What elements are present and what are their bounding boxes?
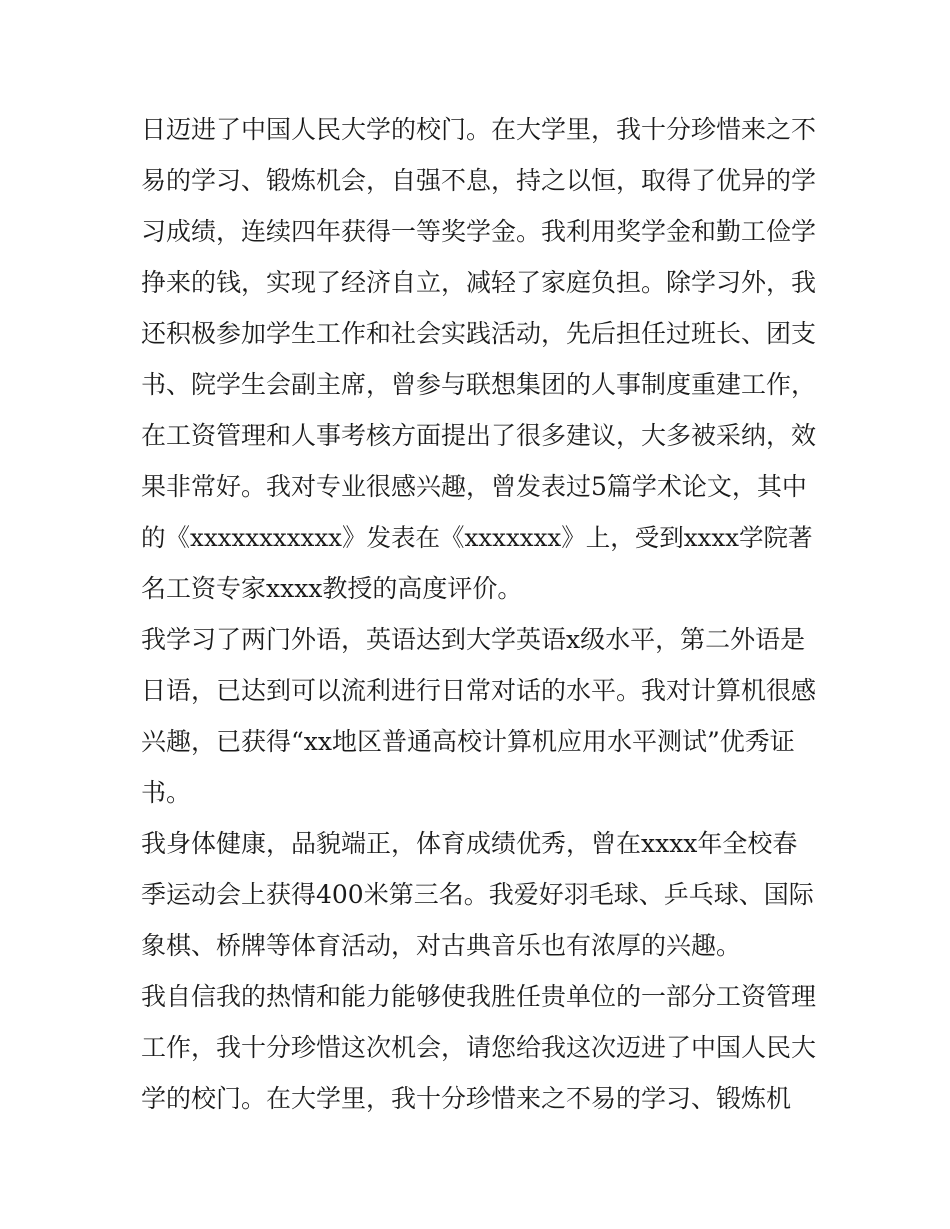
text-line: 我身体健康，品貌端正，体育成绩优秀，曾在xxxx年全校春 (141, 829, 798, 858)
text-line: 工作，我十分珍惜这次机会，请您给我这次迈进了中国人民大 (141, 1033, 817, 1062)
document-body (141, 104, 821, 1124)
text-line: 我学习了两门外语，英语达到大学英语x级水平，第二外语是 (141, 625, 806, 654)
text-line: 兴趣，已获得“xx地区普通高校计算机应用水平测试”优秀证 (141, 727, 795, 756)
text-line: 我自信我的热情和能力能够使我胜任贵单位的一部分工资管理 (141, 982, 817, 1011)
text-line: 果非常好。我对专业很感兴趣，曾发表过5篇学术论文，其中 (141, 472, 807, 501)
text-line: 在工资管理和人事考核方面提出了很多建议，大多被采纳，效 (141, 421, 817, 450)
text-line: 书、院学生会副主席，曾参与联想集团的人事制度重建工作， (141, 370, 817, 399)
text-line: 还积极参加学生工作和社会实践活动，先后担任过班长、团支 (141, 319, 817, 348)
text-line: 易的学习、锻炼机会，自强不息，持之以恒，取得了优异的学 (141, 166, 817, 195)
text-line: 书。 (141, 778, 192, 807)
text-line: 挣来的钱，实现了经济自立，减轻了家庭负担。除学习外，我 (141, 268, 817, 297)
text-line: 日迈进了中国人民大学的校门。在大学里，我十分珍惜来之不 (141, 115, 817, 144)
text-line: 的《xxxxxxxxxxx》发表在《xxxxxxx》上，受到xxxx学院著 (141, 523, 813, 552)
text-line: 象棋、桥牌等体育活动，对古典音乐也有浓厚的兴趣。 (141, 931, 742, 960)
text-line: 日语，已达到可以流利进行日常对话的水平。我对计算机很感 (141, 676, 817, 705)
text-line: 习成绩，连续四年获得一等奖学金。我利用奖学金和勤工俭学 (141, 217, 817, 246)
text-line: 学的校门。在大学里，我十分珍惜来之不易的学习、锻炼机 (141, 1084, 792, 1113)
text-line: 名工资专家xxxx教授的高度评价。 (141, 574, 523, 603)
text-line: 季运动会上获得400米第三名。我爱好羽毛球、乒乓球、国际 (141, 880, 814, 909)
